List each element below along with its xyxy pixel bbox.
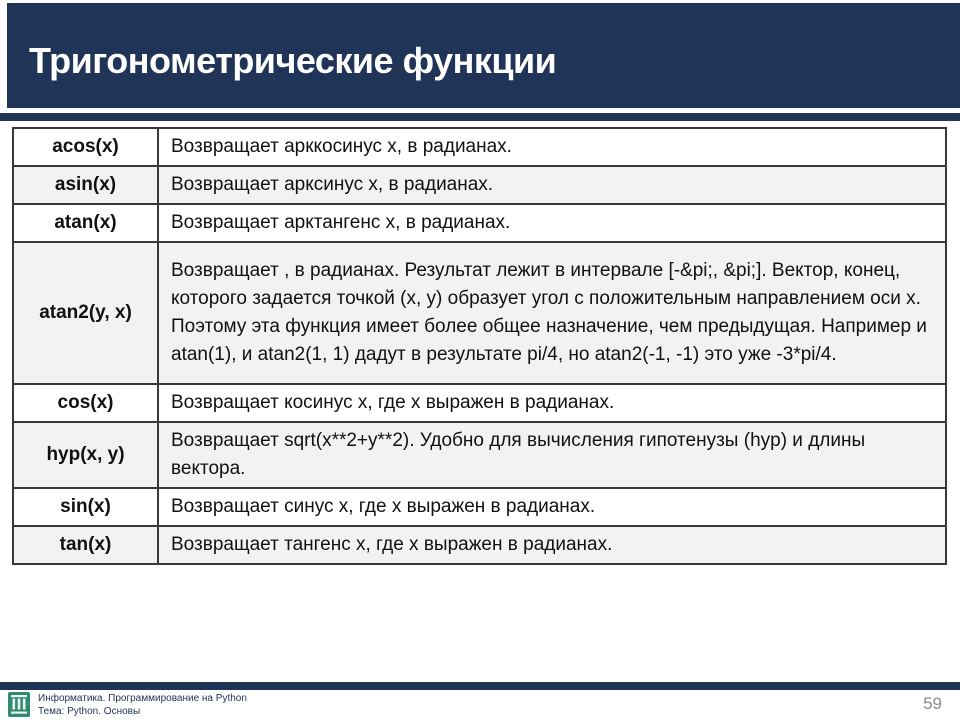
table-row [13, 384, 946, 422]
page-title: Тригонометрические функции [29, 39, 557, 81]
table-row [13, 422, 946, 488]
function-name-cell: asin(x) [13, 166, 158, 204]
function-description-cell: Возвращает арксинус x, в радианах. [158, 166, 946, 204]
function-description-cell: Возвращает арккосинус x, в радианах. [158, 128, 946, 166]
function-description-cell: Возвращает sqrt(x**2+y**2). Удобно для вычисления гипотенузы (hyp) и длины вектора. [158, 422, 946, 488]
table-row [13, 128, 946, 166]
function-name-cell: atan2(y, x) [13, 242, 158, 384]
table-row [13, 488, 946, 526]
page-number: 59 [923, 694, 942, 713]
footer-text-block [38, 692, 247, 718]
function-name-cell: atan(x) [13, 204, 158, 242]
function-name-cell: hyp(x, y) [13, 422, 158, 488]
function-description-cell: Возвращает арктангенс x, в радианах. [158, 204, 946, 242]
footer-course-title: Информатика. Программирование на Python [38, 693, 247, 704]
function-name-cell: sin(x) [13, 488, 158, 526]
functions-table [12, 127, 947, 565]
function-description-cell: Возвращает косинус x, где x выражен в радианах. [158, 384, 946, 422]
footer-topic: Тема: Python. Основы [38, 706, 141, 717]
function-name-cell: tan(x) [13, 526, 158, 564]
table-row [13, 166, 946, 204]
table-row [13, 242, 946, 384]
function-name-cell: acos(x) [13, 128, 158, 166]
function-name-cell: cos(x) [13, 384, 158, 422]
slide-header [7, 3, 960, 108]
header-accent-bar [0, 113, 960, 121]
function-description-cell: Возвращает синус x, где x выражен в радианах. [158, 488, 946, 526]
function-description-cell: Возвращает , в радианах. Результат лежит в интервале [-&pi;, &pi;]. Вектор, конец, которого задается точкой (x, y) образует угол с положительным направлением оси x. Поэтому эта функция имеет более общее назначение, чем предыдущая. Например и atan(1), и atan2(1, 1) дадут в результате pi/4, но atan2(-1, -1) это уже -3*pi/4. [158, 242, 946, 384]
institution-column-icon [8, 692, 30, 717]
table-row [13, 204, 946, 242]
function-description-cell: Возвращает тангенс x, где x выражен в радианах. [158, 526, 946, 564]
footer-accent-bar [0, 682, 960, 690]
table-row [13, 526, 946, 564]
footer [0, 690, 960, 720]
functions-table-wrapper [12, 127, 947, 565]
